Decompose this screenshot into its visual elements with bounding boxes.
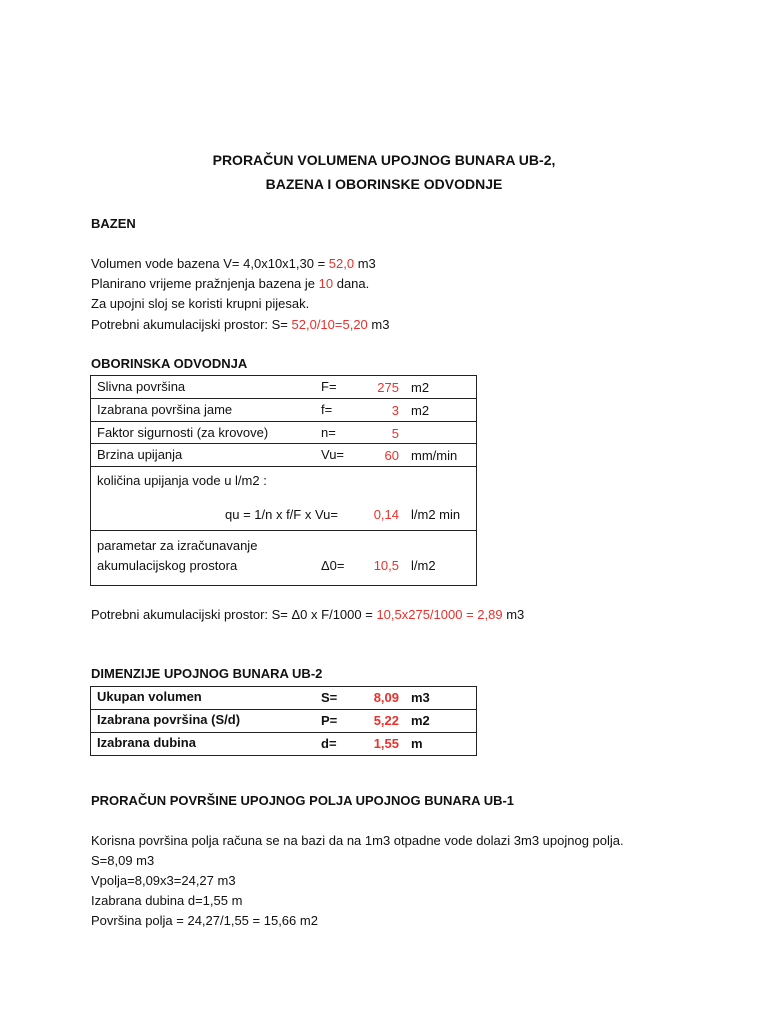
bazen-volume-value: 52,0 xyxy=(328,256,355,271)
polje-line: Izabrana dubina d=1,55 m xyxy=(91,893,243,908)
oborinska-result-line xyxy=(91,607,524,622)
row-unit: m2 xyxy=(411,403,430,418)
oborinska-table xyxy=(90,375,477,586)
row-label: Izabrana dubina xyxy=(97,735,196,750)
row-symbol: Vu= xyxy=(321,447,345,462)
bazen-drain-unit: dana. xyxy=(333,276,370,291)
bazen-drain-time-line xyxy=(91,276,369,291)
row-unit: m2 xyxy=(411,713,430,728)
row-value: 5 xyxy=(391,426,399,441)
table-row xyxy=(91,399,476,422)
infiltration-unit: l/m2 min xyxy=(411,507,461,522)
row-symbol: F= xyxy=(321,379,337,394)
table-row xyxy=(91,710,476,733)
polje-line: Vpolja=8,09x3=24,27 m3 xyxy=(91,873,236,888)
row-symbol: n= xyxy=(321,425,336,440)
infiltration-value: 0,14 xyxy=(373,507,399,522)
polje-line: S=8,09 m3 xyxy=(91,853,155,868)
row-label: Izabrana površina jame xyxy=(97,402,233,417)
row-unit: m3 xyxy=(411,690,430,705)
parameter-symbol: Δ0= xyxy=(321,558,345,573)
table-row-parameter xyxy=(91,531,476,585)
document-title-line-1: PRORAČUN VOLUMENA UPOJNOG BUNARA UB-2, xyxy=(212,152,556,168)
polje-line: Korisna površina polja računa se na bazi da na 1m3 otpadne vode dolazi 3m3 upojnog polja. xyxy=(91,833,624,848)
bazen-volume-unit: m3 xyxy=(354,256,376,271)
parameter-label-line-2: akumulacijskog prostora xyxy=(97,558,238,573)
bazen-drain-value: 10 xyxy=(318,276,334,291)
table-row xyxy=(91,444,476,467)
bazen-volume-text: Volumen vode bazena V= 4,0x10x1,30 = xyxy=(91,256,329,271)
row-unit: mm/min xyxy=(411,448,458,463)
row-value: 275 xyxy=(377,380,399,395)
row-value: 3 xyxy=(391,403,399,418)
row-label: Brzina upijanja xyxy=(97,447,183,462)
parameter-value: 10,5 xyxy=(373,558,399,573)
row-label: Ukupan volumen xyxy=(97,689,202,704)
section-heading-oborinska: OBORINSKA ODVODNJA xyxy=(91,356,248,371)
bazen-storage-value: 52,0/10=5,20 xyxy=(291,317,368,332)
dimenzije-table xyxy=(90,686,477,756)
bazen-volume-line xyxy=(91,256,376,271)
bazen-storage-unit: m3 xyxy=(367,317,390,332)
oborinska-result-unit: m3 xyxy=(502,607,525,622)
row-symbol: P= xyxy=(321,713,338,728)
table-row xyxy=(91,376,476,399)
table-row-infiltration xyxy=(91,467,476,531)
section-heading-polje: PRORAČUN POVRŠINE UPOJNOG POLJA UPOJNOG BUNARA UB-1 xyxy=(91,793,515,808)
bazen-drain-text: Planirano vrijeme pražnjenja bazena je xyxy=(91,276,319,291)
row-unit: m xyxy=(411,736,423,751)
bazen-sand-line: Za upojni sloj se koristi krupni pijesak. xyxy=(91,296,310,311)
row-value: 60 xyxy=(384,448,399,463)
oborinska-result-value: 10,5x275/1000 = 2,89 xyxy=(376,607,503,622)
polje-line: Površina polja = 24,27/1,55 = 15,66 m2 xyxy=(91,913,318,928)
row-symbol: S= xyxy=(321,690,338,705)
infiltration-label: količina upijanja vode u l/m2 : xyxy=(97,473,267,488)
row-unit: m2 xyxy=(411,380,430,395)
row-label: Izabrana površina (S/d) xyxy=(97,712,241,727)
table-row xyxy=(91,687,476,710)
table-row xyxy=(91,422,476,444)
parameter-label-line-1: parametar za izračunavanje xyxy=(97,538,258,553)
row-label: Slivna površina xyxy=(97,379,186,394)
parameter-unit: l/m2 xyxy=(411,558,436,573)
section-heading-bazen: BAZEN xyxy=(91,216,136,231)
document-title-line-2: BAZENA I OBORINSKE ODVODNJE xyxy=(265,176,503,192)
row-value: 5,22 xyxy=(373,713,399,728)
row-label: Faktor sigurnosti (za krovove) xyxy=(97,425,269,440)
row-value: 1,55 xyxy=(373,736,399,751)
row-symbol: d= xyxy=(321,736,337,751)
table-row xyxy=(91,733,476,755)
oborinska-result-text: Potrebni akumulacijski prostor: S= Δ0 x F/1000 = xyxy=(91,607,377,622)
row-value: 8,09 xyxy=(373,690,399,705)
row-symbol: f= xyxy=(321,402,333,417)
bazen-storage-text: Potrebni akumulacijski prostor: S= xyxy=(91,317,292,332)
section-heading-dimenzije: DIMENZIJE UPOJNOG BUNARA UB-2 xyxy=(91,666,323,681)
infiltration-formula: qu = 1/n x f/F x Vu= xyxy=(225,507,338,522)
bazen-storage-line xyxy=(91,317,389,332)
